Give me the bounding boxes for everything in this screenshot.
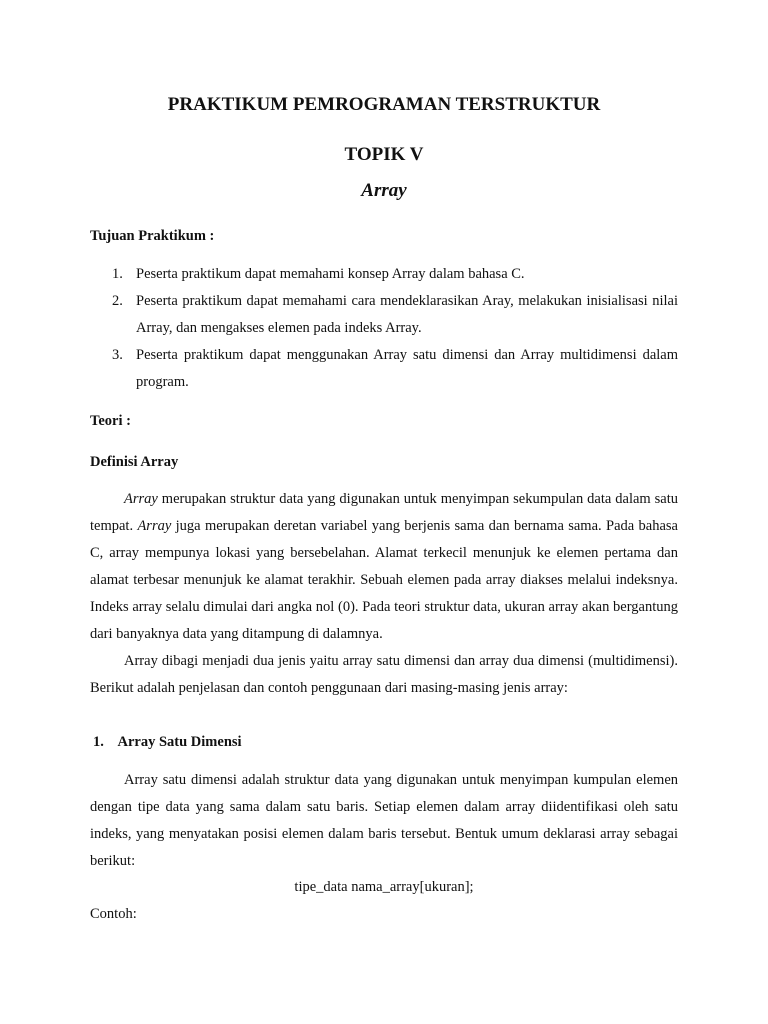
topic-title: TOPIK V	[344, 144, 424, 165]
list-item-text: Peserta praktikum dapat memahami konsep Array dalam bahasa C.	[136, 266, 525, 282]
list-item-text: Peserta praktikum dapat menggunakan Array satu dimensi dan Array multidimensi dalam program.	[136, 347, 678, 390]
emphasis-term: Array	[124, 491, 158, 507]
list-item-number: 3.	[112, 347, 123, 363]
document-title: PRAKTIKUM PEMROGRAMAN TERSTRUKTUR	[167, 94, 601, 115]
array-types-paragraph: Array dibagi menjadi dua jenis yaitu array satu dimensi dan array dua dimensi (multidimensi). Berikut adalah penjelasan dan contoh penggunaan dari masing-masing jenis array:	[90, 653, 678, 696]
list-item	[90, 261, 678, 288]
section-number: 1.	[93, 734, 104, 750]
definition-heading: Definisi Array	[90, 454, 179, 470]
example-label: Contoh:	[90, 906, 137, 922]
list-item	[90, 342, 678, 396]
list-item	[90, 288, 678, 342]
paragraph-text: juga merupakan deretan variabel yang berjenis sama dan bernama sama. Pada bahasa C, array mempunya lokasi yang bersebelahan. Alamat terkecil menunjuk ke elemen pertama dan alamat terbesar menunjuk ke alamat terakhir. Sebuah elemen pada array diakses melalui indeksnya. Indeks array selalu dimulai dari angka nol (0). Pada teori struktur data, ukuran array akan bergantung dari banyaknya data yang ditampung di dalamnya.	[90, 518, 678, 642]
section-title: Array Satu Dimensi	[117, 734, 242, 750]
list-item-number: 1.	[112, 266, 123, 282]
theory-heading: Teori :	[90, 413, 131, 429]
emphasis-term: Array	[137, 518, 172, 534]
one-dimension-paragraph: Array satu dimensi adalah struktur data yang digunakan untuk menyimpan kumpulan elemen dengan tipe data yang sama dalam satu baris. Setiap elemen dalam array diidentifikasi oleh satu indeks, yang menyatakan posisi elemen dalam baris tersebut. Bentuk umum deklarasi array sebagai berikut:	[90, 772, 678, 869]
declaration-syntax: tipe_data nama_array[ukuran];	[294, 879, 474, 895]
list-item-number: 2.	[112, 293, 123, 309]
definition-paragraph	[90, 486, 678, 648]
objectives-list	[90, 261, 678, 396]
list-item-text: Peserta praktikum dapat memahami cara mendeklarasikan Aray, melakukan inisialisasi nilai Array, dan mengakses elemen pada indeks Array.	[136, 293, 678, 336]
section-heading	[93, 734, 242, 751]
objectives-heading: Tujuan Praktikum :	[90, 228, 215, 244]
paragraph-text: merupakan struktur data yang digunakan untuk menyimpan sekumpulan data dalam satu tempat.	[90, 491, 678, 534]
topic-subtitle: Array	[361, 180, 407, 201]
